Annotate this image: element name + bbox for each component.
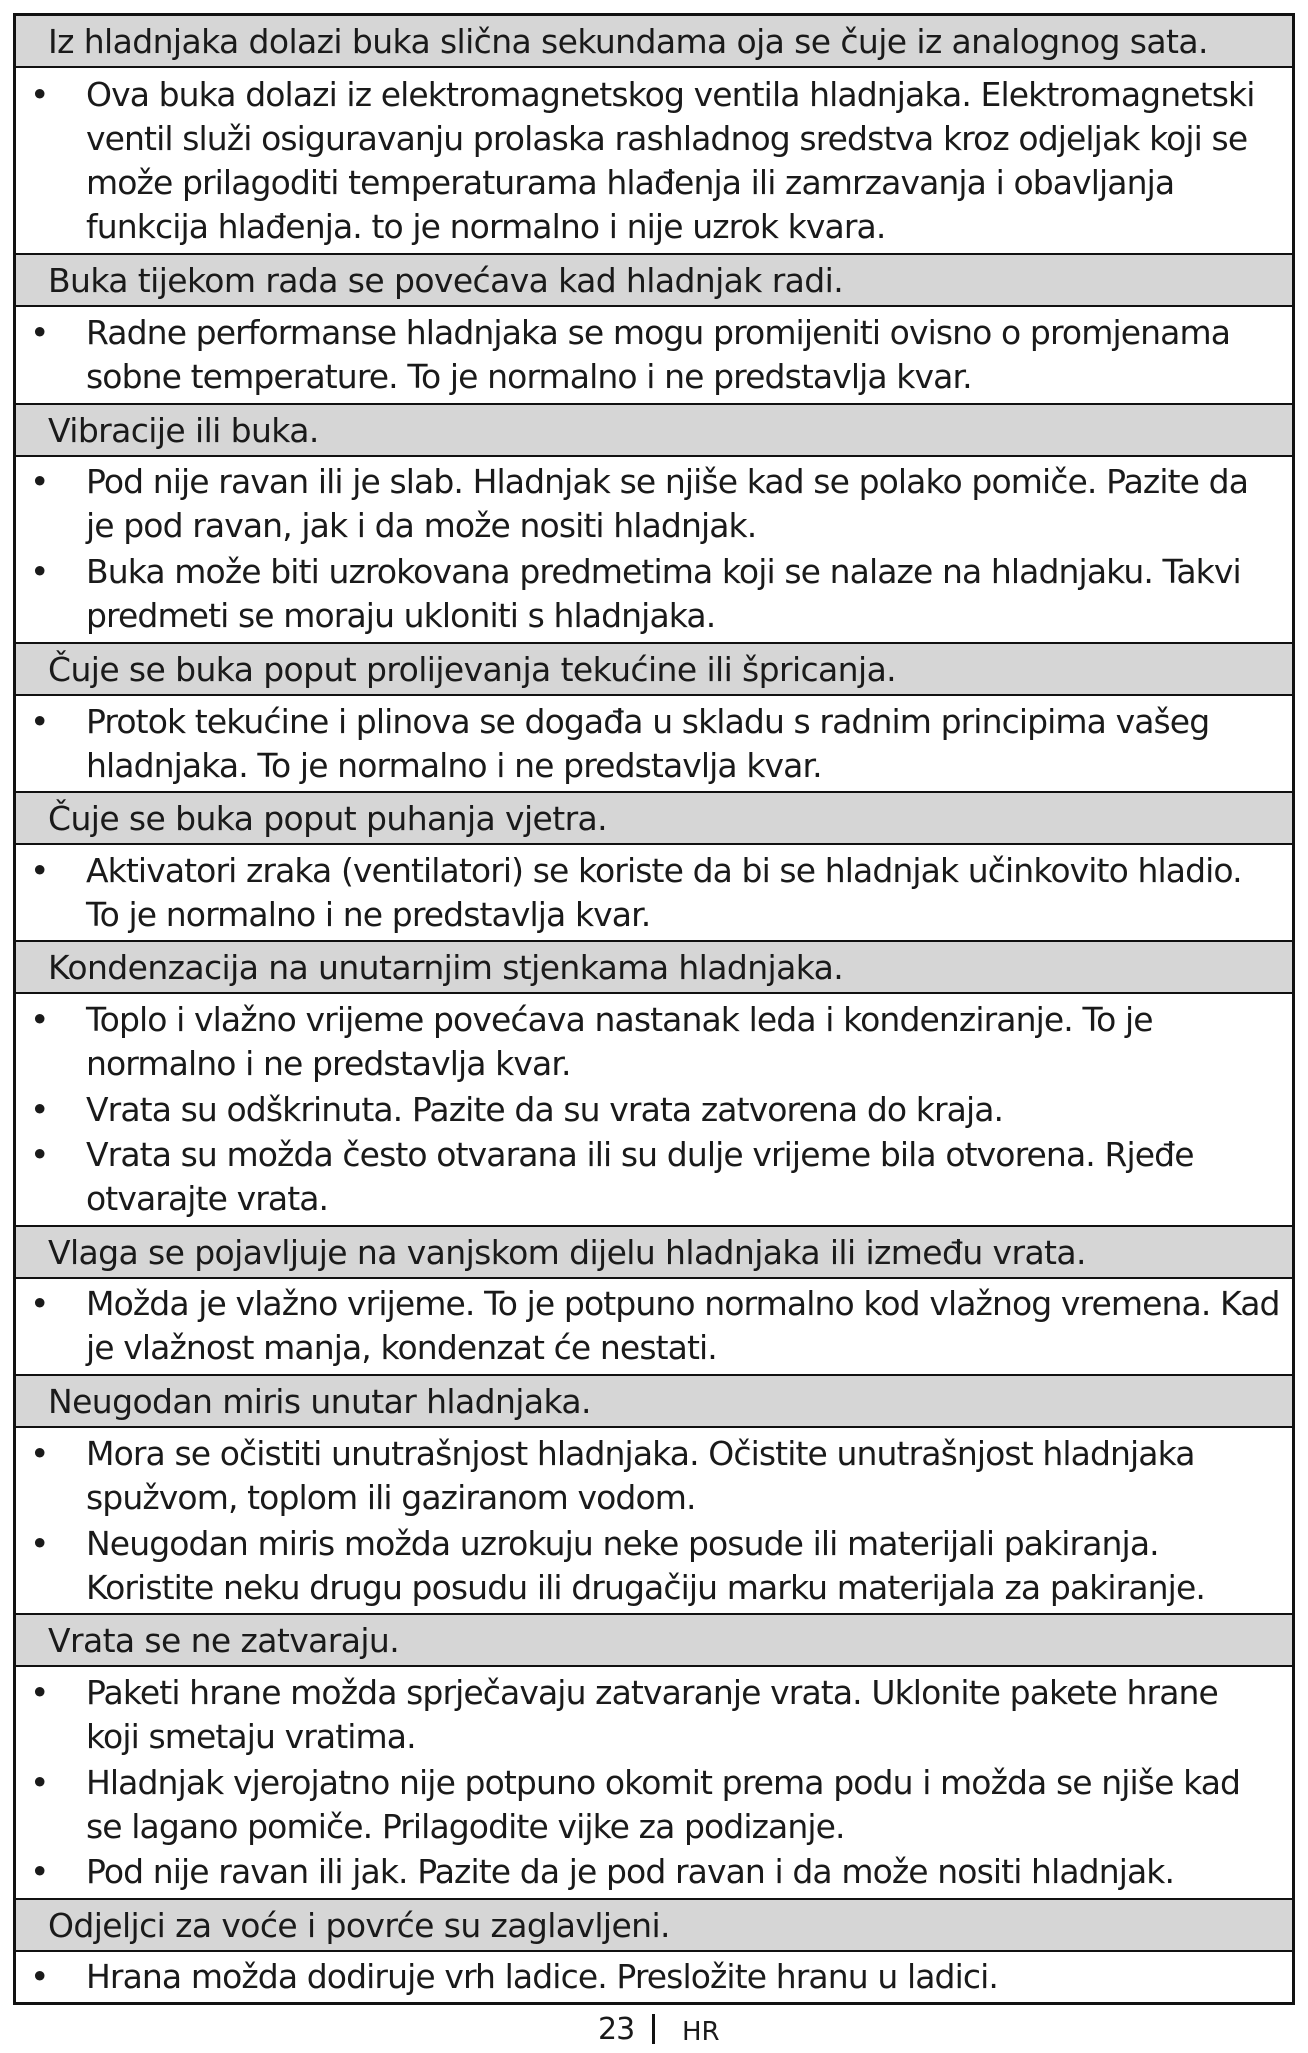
problem-section — [16, 16, 1292, 253]
bullet-icon: • — [30, 701, 49, 741]
bullet-icon: • — [30, 312, 49, 352]
solution-item — [16, 1432, 1292, 1520]
solution-text: Hrana možda dodiruje vrh ladice. Presložite hranu u ladici. — [86, 1956, 998, 1996]
bullet-icon: • — [30, 1284, 49, 1324]
solution-text: Vrata su odškrinuta. Pazite da su vrata zatvorena do kraja. — [86, 1089, 1004, 1129]
problem-section — [16, 1225, 1292, 1374]
bullet-icon: • — [30, 1852, 49, 1892]
problem-heading: Vibracije ili buka. — [16, 403, 1292, 457]
bullet-icon: • — [30, 1089, 49, 1129]
bullet-icon: • — [30, 1000, 49, 1040]
solution-item — [16, 73, 1292, 249]
bullet-icon: • — [30, 1523, 49, 1563]
solution-list — [16, 307, 1292, 402]
solution-list — [16, 68, 1292, 253]
solution-text: Vrata su možda često otvarana ili su dulje vrijeme bila otvorena. Rjeđe otvarajte vrata. — [86, 1135, 1194, 1219]
solution-list — [16, 1952, 1292, 2002]
problem-heading: Čuje se buka poput prolijevanja tekućine ili špricanja. — [16, 642, 1292, 696]
solution-text: Pod nije ravan ili jak. Pazite da je pod ravan i da može nositi hladnjak. — [86, 1852, 1175, 1892]
solution-list — [16, 1428, 1292, 1613]
solution-item — [16, 1522, 1292, 1610]
solution-text: Radne performanse hladnjaka se mogu promijeniti ovisno o promjenama sobne temperature. To je normalno i ne predstavlja kvar. — [86, 312, 1231, 396]
solution-text: Mora se očistiti unutrašnjost hladnjaka. Očistite unutrašnjost hladnjaka spužvom, toplom ili gaziranom vodom. — [86, 1433, 1195, 1517]
page-footer — [0, 2008, 1308, 2048]
solution-item — [16, 700, 1292, 788]
solution-item — [16, 1955, 1292, 1999]
problem-section — [16, 403, 1292, 642]
solution-item — [16, 1671, 1292, 1759]
bullet-icon: • — [30, 850, 49, 890]
solution-item — [16, 1761, 1292, 1849]
solution-text: Ova buka dolazi iz elektromagnetskog ventila hladnjaka. Elektromagnetski ventil služi osiguravanju prolaska rashladnog sredstva kroz odjeljak koji se može prilagoditi temperaturama hlađenja ili zamrzavanja i obavljanja funkcija hlađenja. to je normalno i nije uzrok kvara. — [86, 74, 1255, 246]
solution-item — [16, 1850, 1292, 1894]
problem-section — [16, 642, 1292, 791]
solution-list — [16, 696, 1292, 791]
solution-text: Možda je vlažno vrijeme. To je potpuno normalno kod vlažnog vremena. Kad je vlažnost manja, kondenzat će nestati. — [86, 1284, 1280, 1368]
bullet-icon: • — [30, 74, 49, 114]
solution-list — [16, 457, 1292, 642]
solution-item — [16, 311, 1292, 399]
solution-text: Hladnjak vjerojatno nije potpuno okomit prema podu i možda se njiše kad se lagano pomiče. Prilagodite vijke za podizanje. — [86, 1762, 1241, 1846]
problem-heading: Neugodan miris unutar hladnjaka. — [16, 1374, 1292, 1428]
problem-heading: Vrata se ne zatvaraju. — [16, 1613, 1292, 1667]
solution-item — [16, 1133, 1292, 1221]
page-number: 23 — [598, 2012, 635, 2047]
solution-list — [16, 1667, 1292, 1897]
solution-text: Protok tekućine i plinova se događa u skladu s radnim principima vašeg hladnjaka. To je normalno i ne predstavlja kvar. — [86, 701, 1210, 785]
problem-heading: Iz hladnjaka dolazi buka slična sekundama oja se čuje iz analognog sata. — [16, 16, 1292, 68]
bullet-icon: • — [30, 1135, 49, 1175]
bullet-icon: • — [30, 1433, 49, 1473]
solution-text: Paketi hrane možda sprječavaju zatvaranje vrata. Uklonite pakete hrane koji smetaju vratima. — [86, 1672, 1218, 1756]
solution-item — [16, 460, 1292, 548]
solution-list — [16, 1279, 1292, 1374]
bullet-icon: • — [30, 552, 49, 592]
problem-section — [16, 1613, 1292, 1897]
solution-item — [16, 1282, 1292, 1370]
problem-section — [16, 1374, 1292, 1613]
bullet-icon: • — [30, 1956, 49, 1996]
problem-heading: Vlaga se pojavljuje na vanjskom dijelu hladnjaka ili između vrata. — [16, 1225, 1292, 1279]
solution-text: Pod nije ravan ili je slab. Hladnjak se njiše kad se polako pomiče. Pazite da je pod ravan, jak i da može nositi hladnjak. — [86, 462, 1249, 546]
solution-item — [16, 998, 1292, 1086]
solution-item — [16, 1088, 1292, 1132]
solution-text: Neugodan miris možda uzrokuju neke posude ili materijali pakiranja. Koristite neku drugu posudu ili drugačiju marku materijala za pakiranje. — [86, 1523, 1205, 1607]
solution-text: Buka može biti uzrokovana predmetima koji se nalaze na hladnjaku. Takvi predmeti se moraju ukloniti s hladnjaka. — [86, 552, 1241, 636]
problem-section — [16, 791, 1292, 940]
language-code: HR — [682, 2017, 720, 2047]
solution-text: Aktivatori zraka (ventilatori) se koriste da bi se hladnjak učinkovito hladio. To je normalno i ne predstavlja kvar. — [86, 850, 1242, 934]
bullet-icon: • — [30, 1762, 49, 1802]
problem-heading: Čuje se buka poput puhanja vjetra. — [16, 791, 1292, 845]
solution-item — [16, 849, 1292, 937]
problem-section — [16, 940, 1292, 1224]
problem-heading: Kondenzacija na unutarnjim stjenkama hladnjaka. — [16, 940, 1292, 994]
solution-item — [16, 550, 1292, 638]
solution-list — [16, 994, 1292, 1224]
problem-section — [16, 253, 1292, 402]
footer-separator — [652, 2014, 655, 2044]
bullet-icon: • — [30, 462, 49, 502]
troubleshooting-table — [13, 13, 1295, 2005]
solution-list — [16, 845, 1292, 940]
bullet-icon: • — [30, 1672, 49, 1712]
problem-heading: Odjeljci za voće i povrće su zaglavljeni. — [16, 1898, 1292, 1952]
problem-heading: Buka tijekom rada se povećava kad hladnjak radi. — [16, 253, 1292, 307]
solution-text: Toplo i vlažno vrijeme povećava nastanak leda i kondenziranje. To je normalno i ne predstavlja kvar. — [86, 1000, 1153, 1084]
problem-section — [16, 1898, 1292, 2002]
